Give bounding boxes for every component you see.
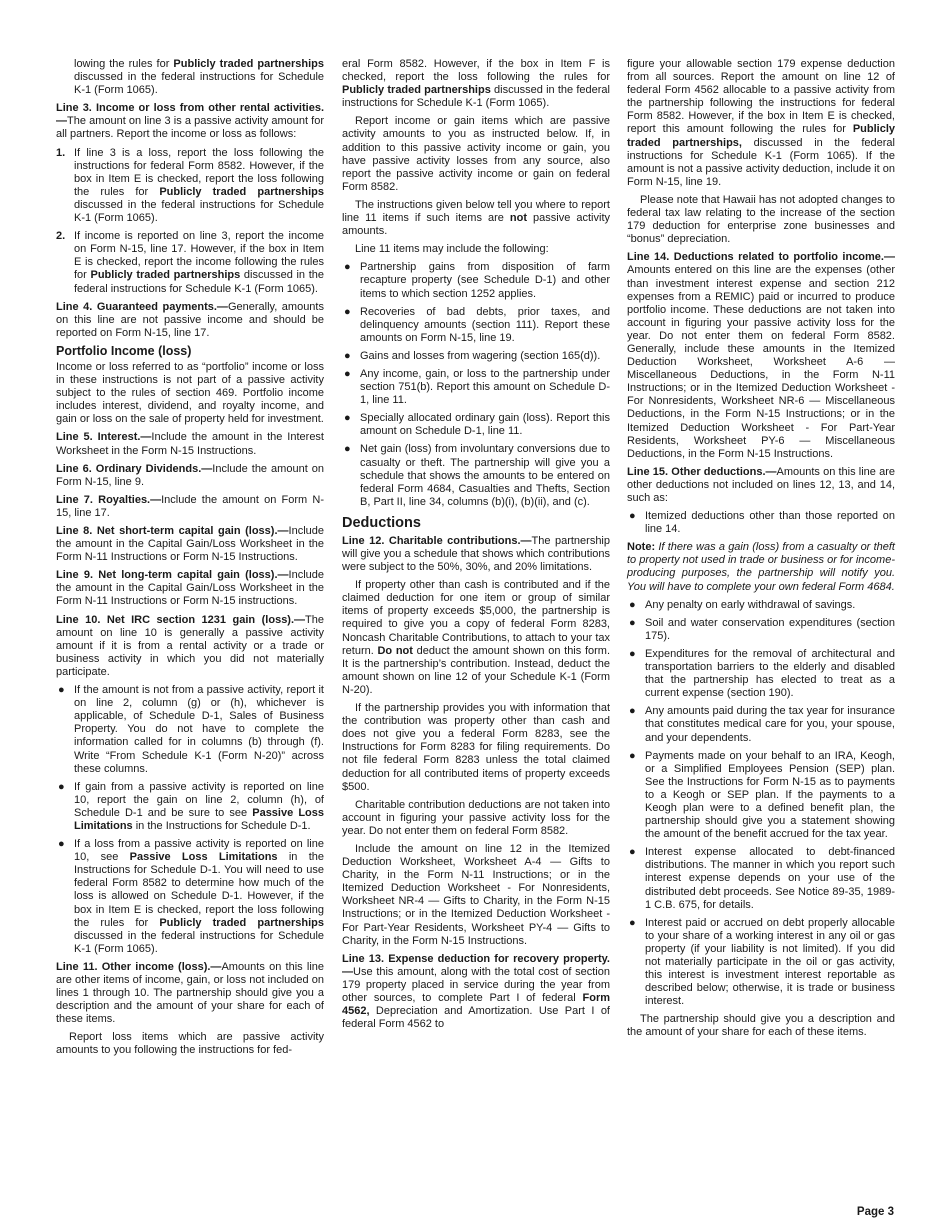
line-5-paragraph: Line 5. Interest.—Include the amount in the Interest Worksheet in the Form N-15 Instructions. <box>56 431 324 457</box>
bullet-icon: ● <box>344 305 351 318</box>
line-3-item-2: 2. If income is reported on line 3, report the income on Form N-15, line 17. However, if the box in Item E is checked, report the income following the rules for Publicly traded partnerships discussed in the federal instructions for Schedule K-1 (Form 1065). <box>56 230 324 295</box>
line-15-bullet: ● Expenditures for the removal of architectural and transportation barriers to the elderly and disabled that the partnership has elected to treat as a current expense (section 190). <box>629 647 895 700</box>
line-11-bullet: ● Partnership gains from disposition of farm recapture property (see Schedule D-1) and other items to which section 1252 applies. <box>344 261 610 300</box>
bullet-icon: ● <box>629 846 636 859</box>
line-11-items-intro: Line 11 items may include the following: <box>355 243 549 256</box>
bullet-icon: ● <box>629 749 636 762</box>
bullet-icon: ● <box>58 684 65 697</box>
line-4-paragraph: Line 4. Guaranteed payments.—Generally, amounts on this line are not passive income and should be reported on Form N-15, line 17. <box>56 300 324 339</box>
line-15-bullet: ● Soil and water conservation expenditures (section 175). <box>629 616 895 642</box>
line-6-paragraph: Line 6. Ordinary Dividends.—Include the amount on Form N-15, line 9. <box>56 462 324 488</box>
line-3-item-1: 1. If line 3 is a loss, report the loss following the instructions for federal Form 8582. However, if the box in Item E is checked, report the loss following the rules for Publicly traded partnerships discussed in the federal instructions for Schedule K-1 (Form 1065). <box>56 146 324 225</box>
continued-paragraph: figure your allowable section 179 expense deduction from all sources. Report the amount on line 12 of federal Form 4562 allocable to a passive activity from the partnership following the instructions for federal Form 8582. However, if the box in Item E is checked, report this amount following the rules for Publicly traded partnerships, discussed in the federal instructions for Schedule K-1 (Form 1065). If the amount is not a passive activity deduction, include it on Form N-15, line 19. <box>627 58 895 188</box>
line-11-bullet: ● Recoveries of bad debts, prior taxes, and delinquency amounts (section 111). Report these amounts on Form N-15, line 19. <box>344 305 610 344</box>
charitable-paragraph: Charitable contribution deductions are not taken into account in figuring your passive activity loss for the year. Do not enter them on federal Form 8582. <box>342 798 610 837</box>
continued-paragraph: eral Form 8582. However, if the box in Item F is checked, report the loss following the rules for Publicly traded partnerships discussed in the federal instructions for Schedule K-1 (Form 1065). <box>342 58 610 110</box>
include-paragraph: Include the amount on line 12 in the Itemized Deduction Worksheet, Worksheet A-4 — Gifts to Charity, in the Form N-11 Instructions; or in the Itemized Deduction Worksheet - For Nonresidents, Worksheet NR-4 — Gifts to Charity, in the Form N-15 Instructions; or in the Itemized Deduction Worksheet - For Part-Year Residents, Worksheet PY-4 — Gifts to Charity, in the Form N-15 Instructions. <box>342 842 610 947</box>
instructions-paragraph: The instructions given below tell you where to report line 11 items if such items are not passive activity amounts. <box>342 198 610 238</box>
continued-paragraph: lowing the rules for Publicly traded partnerships discussed in the federal instructions for Schedule K-1 (Form 1065). <box>74 58 324 97</box>
line-15-bullet: ● Any amounts paid during the tax year for insurance that constitutes medical care for you, your spouse, and your dependents. <box>629 705 895 744</box>
line-15-bullet: ● Interest paid or accrued on debt properly allocable to your share of a working interest in any oil or gas property (if your liability is not limited). If you did not materially participate in the oil or gas activity, this interest is investment interest reportable as described below; otherwise, it is trade or business interest. <box>629 916 895 1008</box>
report-income-paragraph: Report income or gain items which are passive activity amounts to you as instructed below. If, in addition to this passive activity income or gain, you have passive activity losses from any source, also report the passive activity income or gain on federal Form 8582. <box>342 115 610 193</box>
final-paragraph: The partnership should give you a description and the amount of your share for each of these items. <box>627 1013 895 1039</box>
line-11-bullet: ● Specially allocated ordinary gain (loss). Report this amount on Schedule D-1, line 11. <box>344 412 610 438</box>
hawaii-note-paragraph: Please note that Hawaii has not adopted changes to federal tax law relating to the increase of the section 179 deduction for enterprise zone businesses and “bonus” depreciation. <box>627 193 895 246</box>
line-7-paragraph: Line 7. Royalties.—Include the amount on Form N-15, line 17. <box>56 493 324 519</box>
column-1 <box>56 58 324 1063</box>
line-11-bullet: ● Gains and losses from wagering (section 165(d)). <box>344 349 601 362</box>
line-11-bullet: ● Any income, gain, or loss to the partnership under section 751(b). Report this amount on Schedule D-1, line 11. <box>344 367 610 407</box>
line-10-bullet: ● If the amount is not from a passive activity, report it on line 2, column (g) or (h), whichever is applicable, of Schedule D-1, Sales of Business Property. You do not have to complete the information called for in columns (b) through (f). Write “From Schedule K-1 (Form N-20)” across these columns. <box>58 684 324 775</box>
bullet-icon: ● <box>58 780 65 793</box>
line-9-paragraph: Line 9. Net long-term capital gain (loss).—Include the amount in the Capital Gain/Loss Worksheet in the Form N-11 Instructions or Form N-15 instructions. <box>56 569 324 608</box>
line-14-paragraph: Line 14. Deductions related to portfolio income.—Amounts entered on this line are the expenses (other than investment interest expense and section 212 expenses from a REMIC) paid or incurred to produce portfolio income. These deductions are not taken into account in figuring your passive activity loss for the year. Do not enter them on federal Form 8582. Generally, include these amounts in the Itemized Deduction Worksheet, Worksheet A-6 — Miscellaneous Deductions, in the Form N-11 Instructions; or in the Itemized Deduction Worksheet - For Nonresidents, Worksheet NR-6 — Miscellaneous Deductions, in the Form N-15 Instructions; or in the Itemized Deduction Worksheet - For Part-Year Residents, Worksheet PY-6 — Miscellaneous Deductions, in the Form N-15 Instructions. <box>627 251 895 460</box>
line-10-bullet: ● If a loss from a passive activity is reported on line 10, see Passive Loss Limitations in the Instructions for Schedule D-1. You will need to use federal Form 8582 to determine how much of the loss is allowed on Schedule D-1. However, if the box in Item E is checked, report the loss following the rules for Publicly traded partnerships discussed in the federal instructions for Schedule K-1 (Form 1065). <box>58 838 324 955</box>
line-15-bullet: ● Payments made on your behalf to an IRA, Keogh, or a Simplified Employees Pension (SEP) plan. See the Instructions for Form N-15 as to payments to a Keogh or SEP plan. If the payments to a Keogh plan were to a defined benefit plan, the partnership should give you a statement showing the amount of the benefit accrued for the tax year. <box>629 749 895 841</box>
bullet-icon: ● <box>629 510 636 523</box>
bullet-icon: ● <box>629 647 636 660</box>
bullet-icon: ● <box>58 838 65 851</box>
bullet-icon: ● <box>629 916 636 929</box>
line-3-paragraph: Line 3. Income or loss from other rental activities.—The amount on line 3 is a passive activity amount for all partners. Report the income or loss as follows: <box>56 102 324 141</box>
bullet-icon: ● <box>629 616 636 629</box>
line-11-loss-paragraph: Report loss items which are passive activity amounts to you following the instructions for fed- <box>56 1031 324 1057</box>
line-15-paragraph: Line 15. Other deductions.—Amounts on this line are other deductions not included on lines 12, 13, and 14, such as: <box>627 465 895 504</box>
information-paragraph: If the partnership provides you with information that the contribution was property other than cash and does not give you a federal Form 8283, see the Instructions for Form 8283 for filing requirements. Do not file federal Form 8283 unless the total claimed deduction for all contributed items of property exceeds $500. <box>342 702 610 793</box>
line-11-paragraph: Line 11. Other income (loss).—Amounts on this line are other items of income, gain, or loss not included on lines 1 through 10. The partnership should give you a description and the amount of your share for each of these items. <box>56 960 324 1026</box>
note-paragraph: Note: If there was a gain (loss) from a casualty or theft to property not used in trade or business or for income-producing purposes, the partnership will notify you. You will have to complete your own federal Form 4684. <box>627 541 895 593</box>
bullet-icon: ● <box>344 443 351 456</box>
deductions-heading: Deductions <box>342 514 421 531</box>
bullet-icon: ● <box>629 705 636 718</box>
portfolio-paragraph: Income or loss referred to as “portfolio” income or loss in these instructions is not part of a passive activity subject to the rules of section 469. Portfolio income includes interest, dividend, and royalty income, and gain or loss on the sale of property held for investment. <box>56 360 324 426</box>
bullet-icon: ● <box>344 349 351 362</box>
line-11-bullet: ● Net gain (loss) from involuntary conversions due to casualty or theft. The partnership will give you a schedule that shows the amounts to be entered on federal Form 4684, Casualties and Thefts, Section B, Part II, line 34, columns (b)(i), (b)(ii), and (c). <box>344 443 610 508</box>
page-number: Page 3 <box>856 1206 894 1218</box>
line-12-paragraph: Line 12. Charitable contributions.—The partnership will give you a schedule that shows which contributions were subject to the 50%, 30%, and 20% limitations. <box>342 534 610 574</box>
line-15-bullet: ● Interest expense allocated to debt-financed distributions. The manner in which you report such interest expense depends on your use of the distributed debt proceeds. See Notice 89-35, 1989-1 C.B. 675, for details. <box>629 846 895 911</box>
line-15-bullet: ● Any penalty on early withdrawal of savings. <box>629 598 856 611</box>
bullet-icon: ● <box>344 367 351 380</box>
line-10-paragraph: Line 10. Net IRC section 1231 gain (loss).—The amount on line 10 is generally a passive activity amount if it is from a rental activity or a trade or business activity in which you did not materially participate. <box>56 613 324 678</box>
line-13-paragraph: Line 13. Expense deduction for recovery property.—Use this amount, along with the total cost of section 179 property placed in service during the year from other sources, to complete Part I of federal Form 4562, Depreciation and Amortization. Use Part I of federal Form 4562 to <box>342 952 610 1031</box>
line-15-bullet: ● Itemized deductions other than those reported on line 14. <box>629 510 895 536</box>
property-paragraph: If property other than cash is contributed and if the claimed deduction for one item or group of similar items of property exceeds $5,000, the partnership is required to give you a copy of federal Form 8283, Noncash Charitable Contributions, to attach to your tax return. Do not deduct the amount shown on this form. It is the partnership’s contribution. Instead, deduct the amount shown on line 12 of your Schedule K-1 (Form N-20). <box>342 579 610 696</box>
line-10-bullet: ● If gain from a passive activity is reported on line 10, report the gain on line 2, column (h), of Schedule D-1 and be sure to see Passive Loss Limitations in the Instructions for Schedule D-1. <box>58 780 324 832</box>
bullet-icon: ● <box>344 412 351 425</box>
line-8-paragraph: Line 8. Net short-term capital gain (loss).—Include the amount in the Capital Gain/Loss Worksheet in the Form N-11 Instructions or Form N-15 Instructions. <box>56 525 324 564</box>
column-2 <box>342 58 610 1031</box>
bullet-icon: ● <box>629 598 636 611</box>
portfolio-heading: Portfolio Income (loss) <box>56 343 192 358</box>
column-3 <box>627 58 895 1045</box>
bullet-icon: ● <box>344 261 351 274</box>
